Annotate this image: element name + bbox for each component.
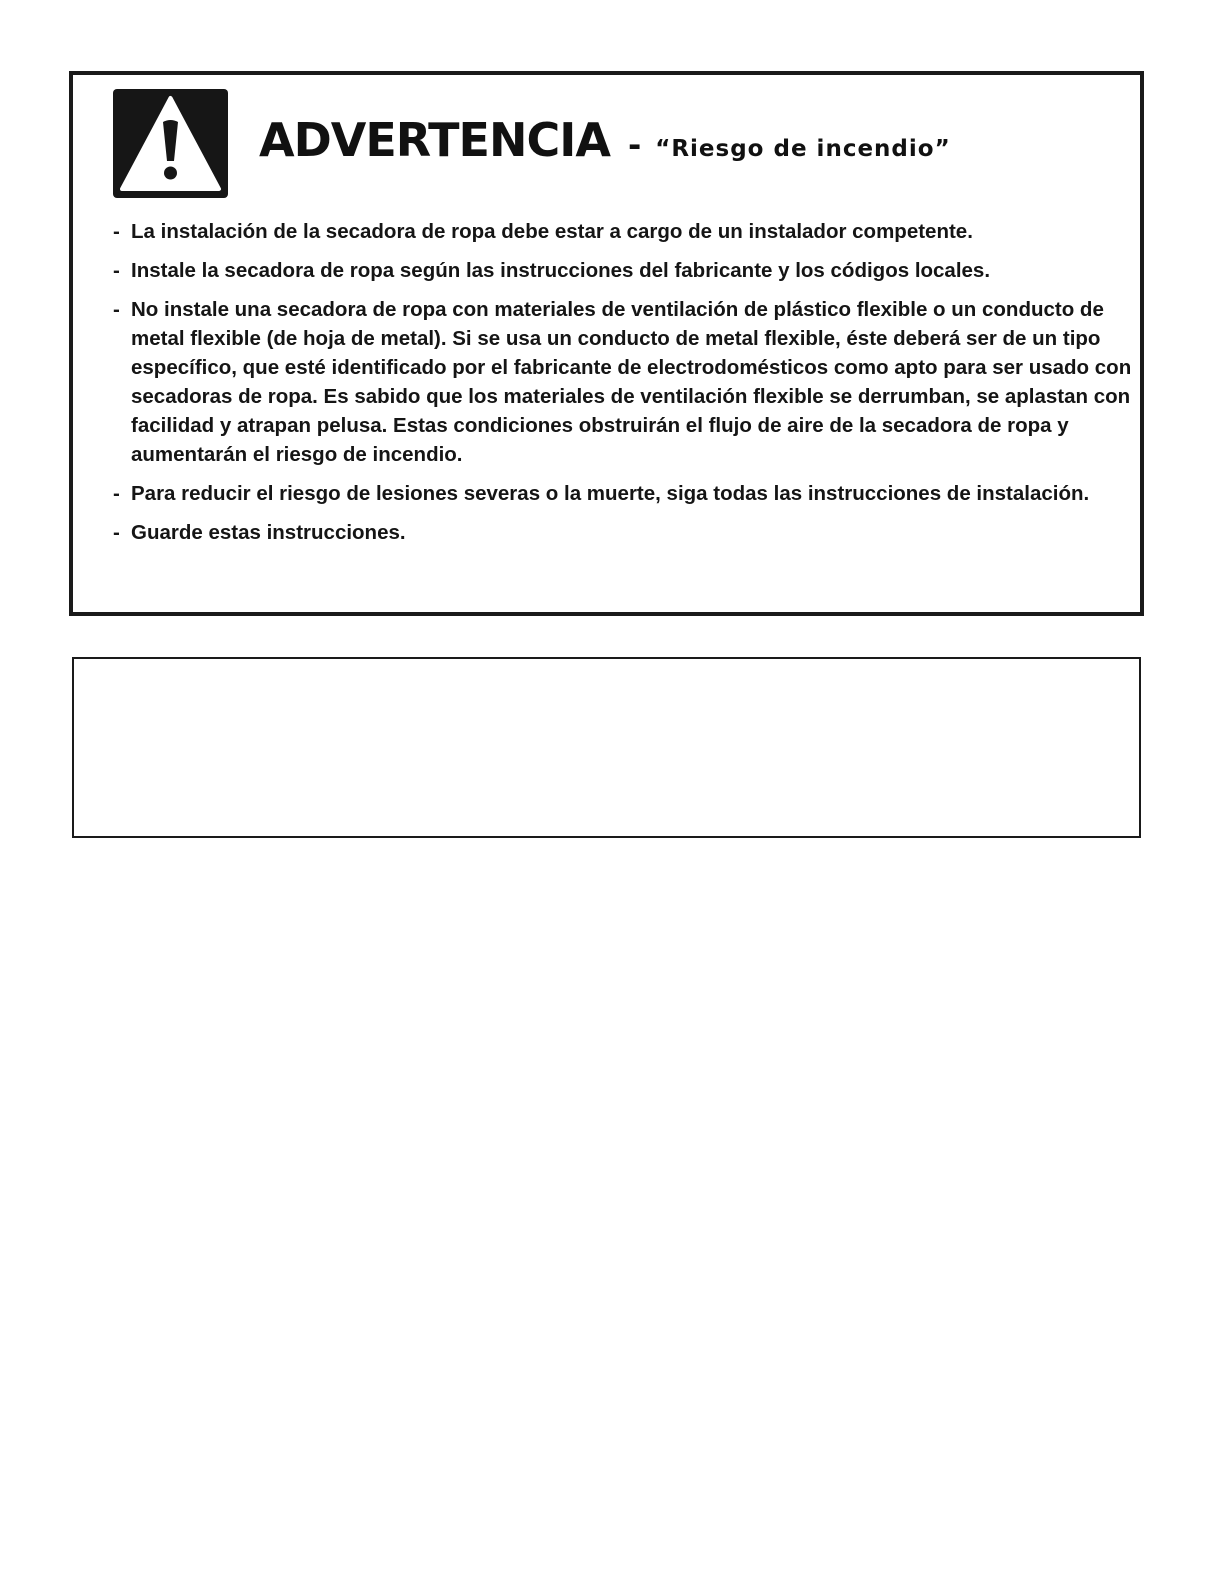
empty-notice-box	[72, 657, 1141, 838]
warning-list	[113, 217, 1133, 557]
fire-warning-box	[69, 71, 1144, 616]
warning-triangle-icon	[113, 89, 228, 198]
warning-subtitle: “Riesgo de incendio”	[655, 136, 951, 162]
warning-item: - No instale una secadora de ropa con materiales de ventilación de plástico flexible o un conducto de metal flexible (de hoja de metal). Si se usa un conducto de metal flexible, éste deberá ser de un tipo específico, que esté identificado por el fabricante de electrodomésticos como apto para ser usado con secadoras de ropa. Es sabido que los materiales de ventilación flexible se derrumban, se aplastan con facilidad y atrapan pelusa. Estas condiciones obstruirán el flujo de aire de la secadora de ropa y aumentarán el riesgo de incendio.	[113, 298, 1132, 466]
warning-item: - Instale la secadora de ropa según las instrucciones del fabricante y los códigos locales.	[113, 259, 991, 282]
warning-item: - Guarde estas instrucciones.	[113, 521, 406, 544]
warning-heading	[259, 113, 951, 167]
warning-item-text: Para reducir el riesgo de lesiones severas o la muerte, siga todas las instrucciones de instalación.	[131, 482, 1090, 505]
warning-item: - Para reducir el riesgo de lesiones severas o la muerte, siga todas las instrucciones de instalación.	[113, 482, 1090, 505]
warning-item-text: La instalación de la secadora de ropa debe estar a cargo de un instalador competente.	[131, 220, 973, 243]
warning-separator: -	[627, 126, 642, 164]
warning-item: - La instalación de la secadora de ropa debe estar a cargo de un instalador competente.	[113, 220, 973, 243]
warning-title: ADVERTENCIA	[259, 113, 610, 167]
warning-item-text: Instale la secadora de ropa según las instrucciones del fabricante y los códigos locales.	[131, 259, 991, 282]
warning-item-text: Guarde estas instrucciones.	[131, 521, 406, 544]
warning-item-text: No instale una secadora de ropa con materiales de ventilación de plástico flexible o un conducto de metal flexible (de hoja de metal). Si se usa un conducto de metal flexible, éste deberá ser de un tipo específico, que esté identificado por el fabricante de electrodomésticos como apto para ser usado con secadoras de ropa. Es sabido que los materiales de ventilación flexible se derrumban, se aplastan con facilidad y atrapan pelusa. Estas condiciones obstruirán el flujo de aire de la secadora de ropa y aumentarán el riesgo de incendio.	[131, 298, 1132, 466]
